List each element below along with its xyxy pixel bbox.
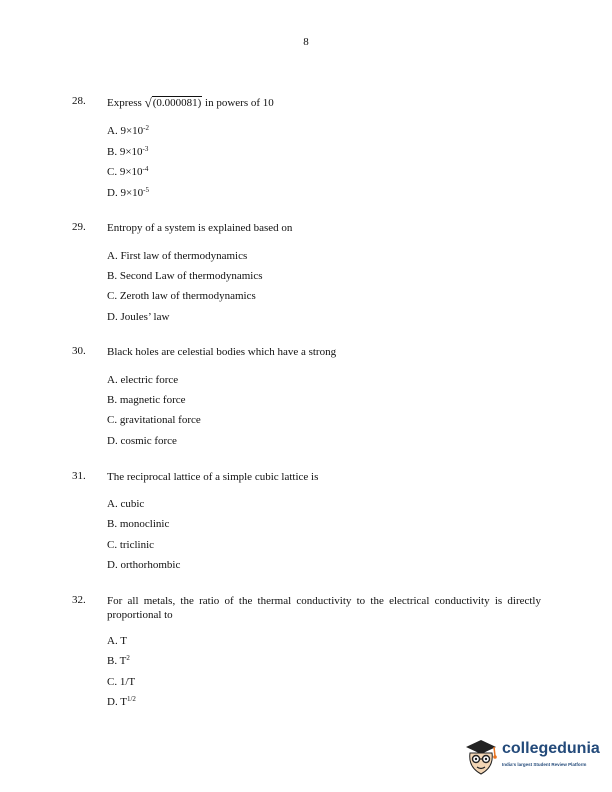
- option-b: B. monoclinic: [107, 518, 170, 530]
- square-root-expression: [145, 95, 203, 110]
- option-b: B. Second Law of thermodynamics: [107, 270, 263, 282]
- option-b: B. magnetic force: [107, 394, 186, 406]
- option-d: D. Joules’ law: [107, 311, 170, 323]
- option-a: A. electric force: [107, 374, 179, 386]
- option-a: A. First law of thermodynamics: [107, 250, 248, 262]
- option-b: B. $T^2$: [107, 654, 130, 667]
- option-b: B. $9\times 10^{-3}$: [107, 145, 149, 158]
- question-number: 31.: [72, 470, 86, 482]
- option-c: C. 1/T: [107, 676, 136, 688]
- option-d: D. $T^{1/2}$: [107, 695, 136, 708]
- option-c: C. triclinic: [107, 539, 155, 551]
- question-number: 32.: [72, 594, 86, 606]
- question-text: The reciprocal lattice of a simple cubic lattice is: [107, 471, 319, 483]
- option-c: C. gravitational force: [107, 414, 201, 426]
- radicand: (0.000081): [152, 97, 202, 109]
- option-a: A. $9\times 10^{-2}$: [107, 124, 149, 137]
- option-a: A. cubic: [107, 498, 145, 510]
- question-text: Entropy of a system is explained based on: [107, 222, 293, 234]
- mascot-icon: [462, 737, 500, 777]
- collegedunia-logo: [462, 737, 602, 777]
- question-number: 30.: [72, 345, 86, 357]
- option-d: D. cosmic force: [107, 435, 177, 447]
- question-number: 28.: [72, 95, 86, 107]
- question-number: 29.: [72, 221, 86, 233]
- radical-sign-icon: √: [144, 95, 152, 110]
- option-c: C. Zeroth law of thermodynamics: [107, 290, 256, 302]
- question-text: Black holes are celestial bodies which have a strong: [107, 346, 337, 358]
- logo-wordmark: collegedunia: [502, 740, 600, 757]
- question-text: For all metals, the ratio of the thermal conductivity to the electrical conductivity is directly proportional to: [107, 595, 541, 621]
- option-a: A. T: [107, 635, 127, 647]
- option-d: D. orthorhombic: [107, 559, 181, 571]
- page-number: 8: [303, 36, 309, 48]
- option-d: D. $9\times 10^{-5}$: [107, 186, 149, 199]
- option-c: C. $9\times 10^{-4}$: [107, 165, 149, 178]
- question-text: Express √(0.000081) in powers of 10: [107, 95, 274, 110]
- logo-tagline: India's largest Student Review Platform: [502, 762, 587, 767]
